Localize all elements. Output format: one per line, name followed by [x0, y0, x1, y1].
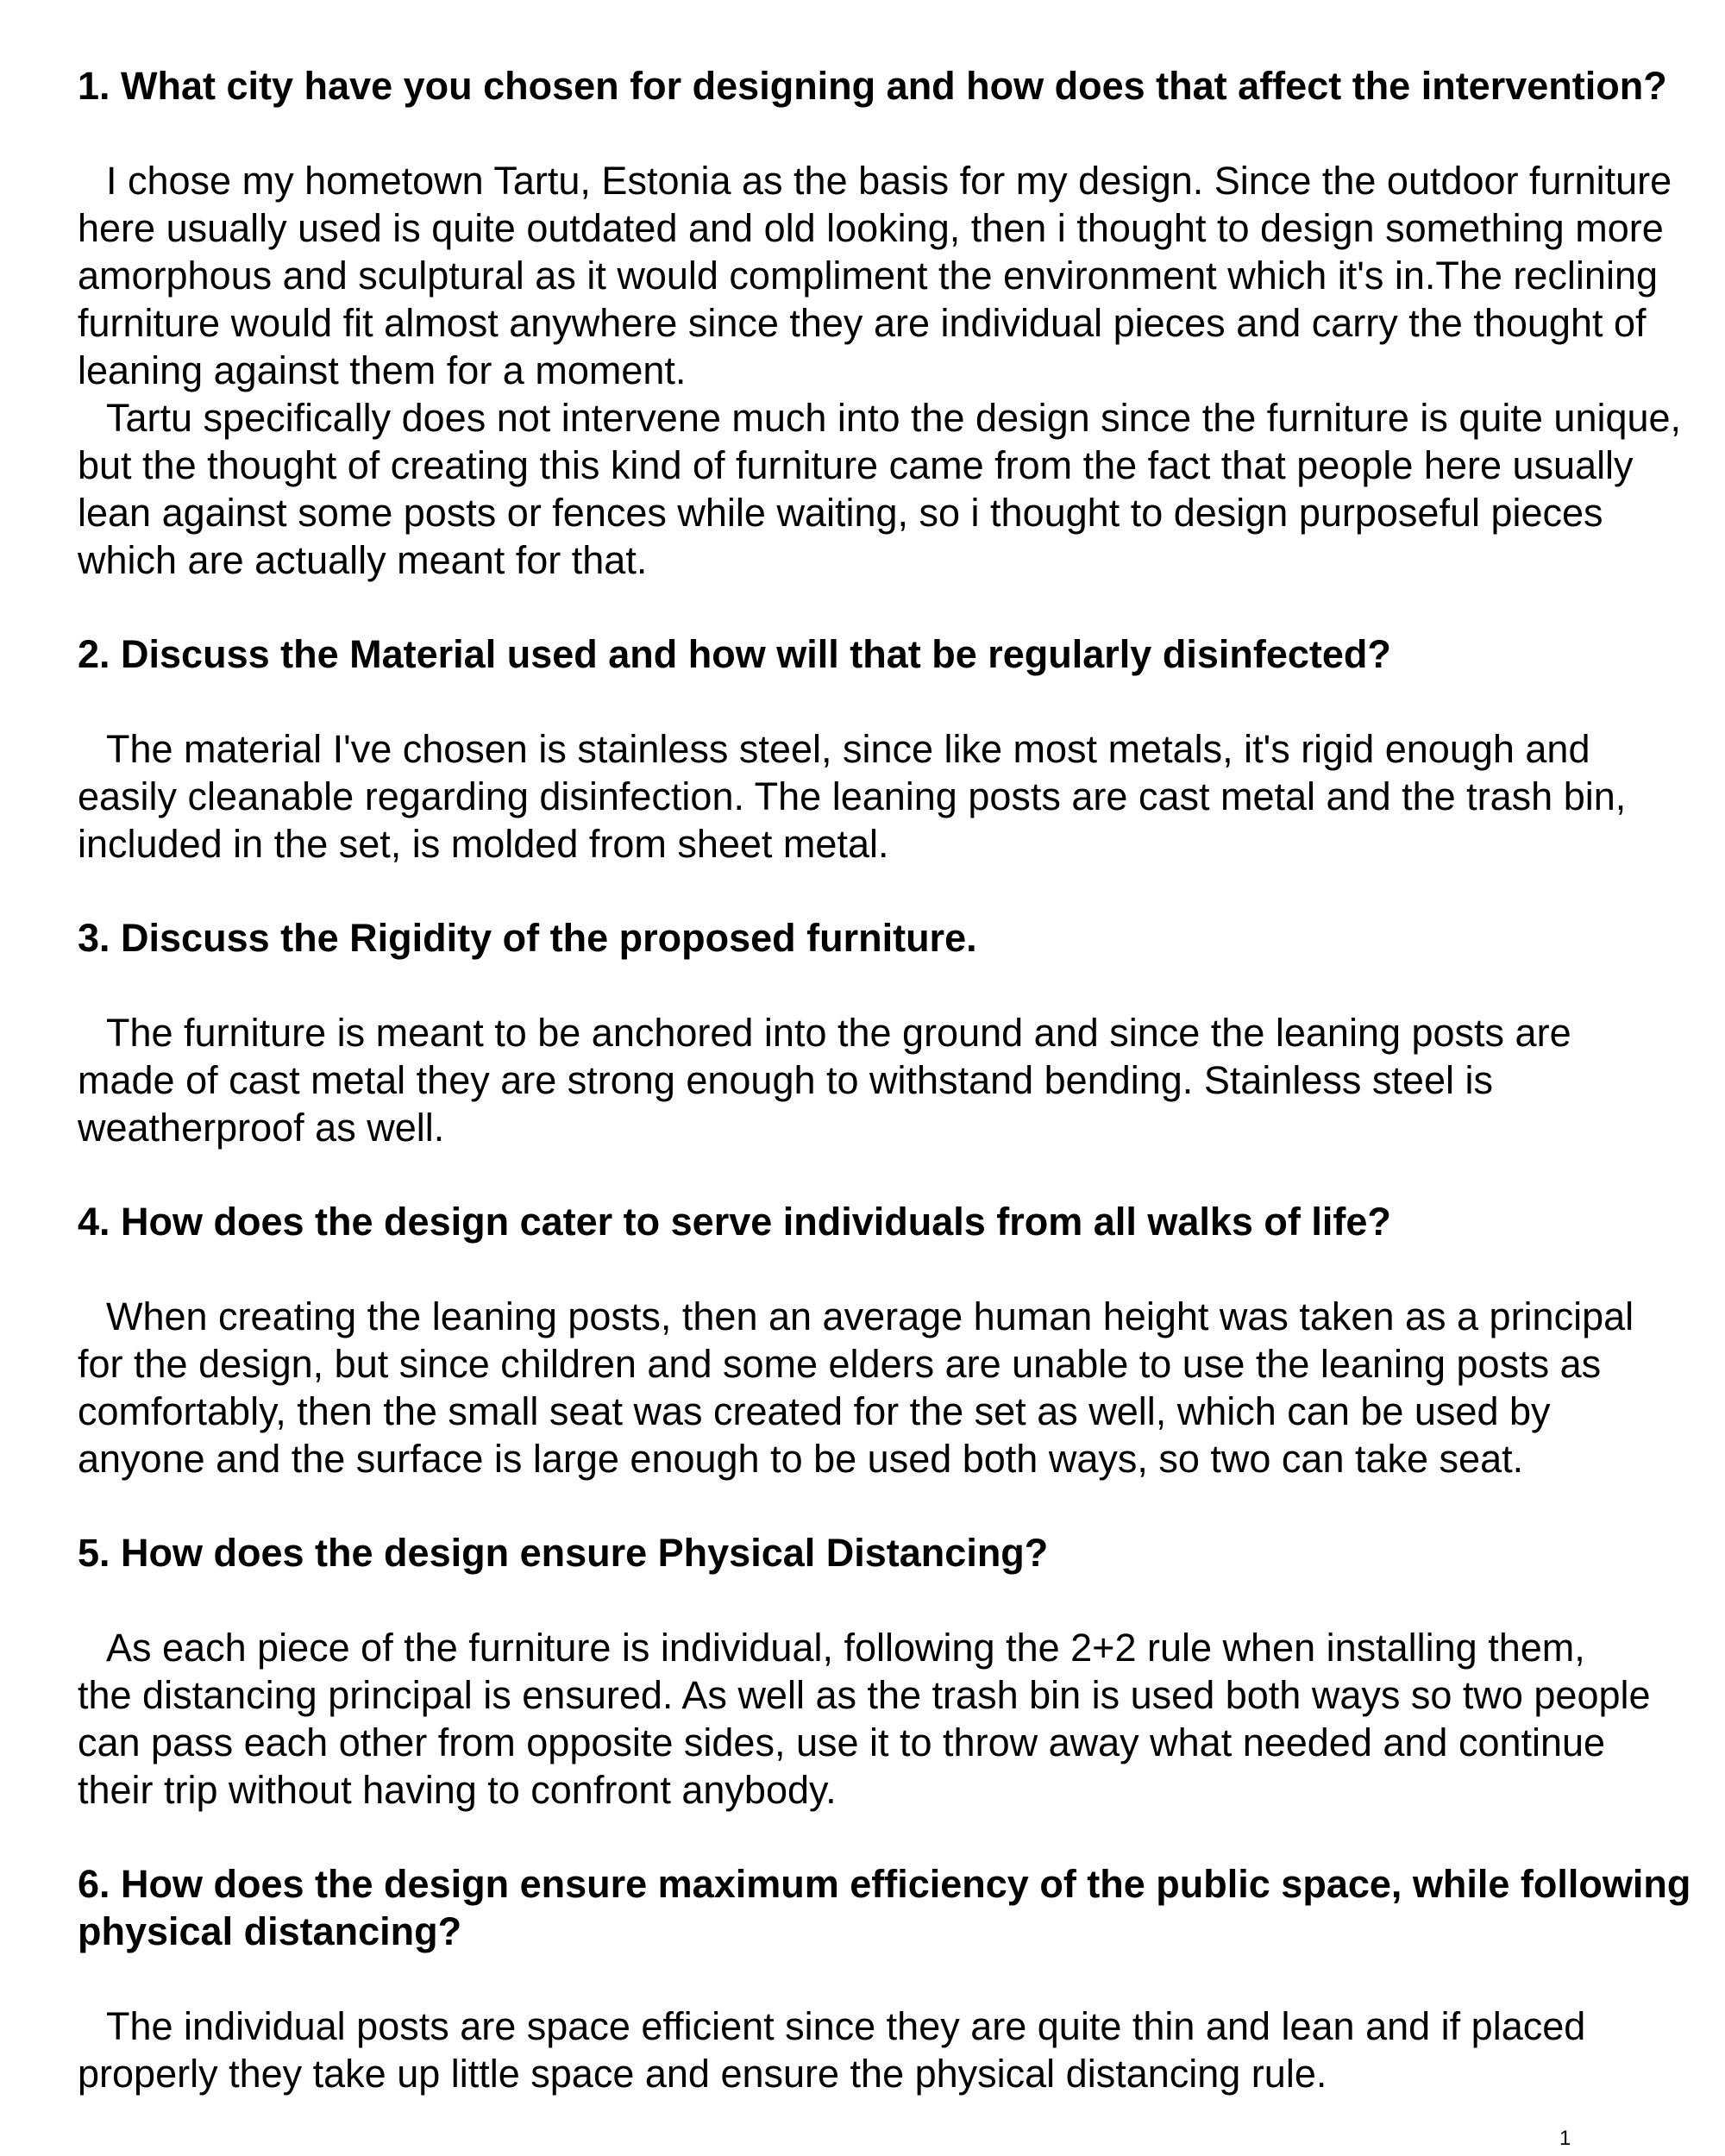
text-line: but the thought of creating this kind of furniture came from the fact that people here usually — [78, 443, 1634, 487]
text-line: which are actually meant for that. — [78, 538, 648, 582]
text-line: The furniture is meant to be anchored into the ground and since the leaning posts are — [106, 1011, 1571, 1055]
text-line: When creating the leaning posts, then an average human height was taken as a principal — [106, 1294, 1634, 1338]
answer-paragraph — [78, 394, 1721, 584]
qa-section — [78, 630, 1721, 868]
text-line: easily cleanable regarding disinfection. The leaning posts are cast metal and the trash bin, — [78, 774, 1627, 818]
document-page — [78, 62, 1721, 2144]
text-line: made of cast metal they are strong enough to withstand bending. Stainless steel is — [78, 1058, 1493, 1102]
text-line: The individual posts are space efficient since they are quite thin and lean and if placed — [106, 2004, 1586, 2048]
text-line: Tartu specifically does not intervene much into the design since the furniture is quite unique, — [106, 396, 1682, 440]
question-heading: 1. What city have you chosen for designing and how does that affect the intervention? — [78, 64, 1667, 108]
answer-paragraph — [78, 157, 1721, 394]
text-line: furniture would fit almost anywhere since they are individual pieces and carry the thought of — [78, 301, 1647, 345]
text-line: lean against some posts or fences while waiting, so i thought to design purposeful pieces — [78, 491, 1603, 535]
qa-section — [78, 914, 1721, 1151]
text-line: I chose my hometown Tartu, Estonia as the basis for my design. Since the outdoor furniture — [106, 159, 1672, 203]
question-heading: 5. How does the design ensure Physical Distancing? — [78, 1531, 1049, 1575]
text-line: weatherproof as well. — [78, 1106, 445, 1150]
answer-paragraph — [78, 725, 1721, 868]
text-line: for the design, but since children and some elders are unable to use the leaning posts as — [78, 1342, 1602, 1386]
text-line: leaning against them for a moment. — [78, 348, 687, 392]
text-line: included in the set, is molded from sheet metal. — [78, 822, 889, 866]
text-line: the distancing principal is ensured. As well as the trash bin is used both ways so two people — [78, 1673, 1651, 1717]
text-line: comfortably, then the small seat was created for the set as well, which can be used by — [78, 1389, 1551, 1433]
qa-section — [78, 1529, 1721, 1814]
text-line: anyone and the surface is large enough to be used both ways, so two can take seat. — [78, 1437, 1524, 1481]
question-heading: 3. Discuss the Rigidity of the proposed furniture. — [78, 916, 977, 960]
text-line: The material I've chosen is stainless steel, since like most metals, it's rigid enough and — [106, 727, 1590, 771]
text-line: here usually used is quite outdated and old looking, then i thought to design something more — [78, 206, 1664, 250]
question-heading: 6. How does the design ensure maximum efficiency of the public space, while following physical distancing? — [78, 1862, 1691, 1953]
qa-section — [78, 1198, 1721, 1482]
question-heading: 2. Discuss the Material used and how will that be regularly disinfected? — [78, 632, 1391, 676]
question-heading: 4. How does the design cater to serve individuals from all walks of life? — [78, 1200, 1391, 1244]
text-line: As each piece of the furniture is individual, following the 2+2 rule when installing them, — [106, 1626, 1585, 1670]
qa-section — [78, 62, 1721, 584]
text-line: amorphous and sculptural as it would compliment the environment which it's in.The reclining — [78, 254, 1658, 298]
text-line: properly they take up little space and ensure the physical distancing rule. — [78, 2052, 1327, 2096]
answer-paragraph — [78, 1009, 1721, 1151]
page-number: 1 — [1559, 2127, 1571, 2150]
text-line: can pass each other from opposite sides, use it to throw away what needed and continue — [78, 1720, 1606, 1764]
qa-section — [78, 1860, 1721, 2097]
answer-paragraph — [78, 1624, 1721, 1814]
text-line: their trip without having to confront anybody. — [78, 1768, 837, 1812]
answer-paragraph — [78, 1293, 1721, 1482]
answer-paragraph — [78, 2002, 1721, 2097]
